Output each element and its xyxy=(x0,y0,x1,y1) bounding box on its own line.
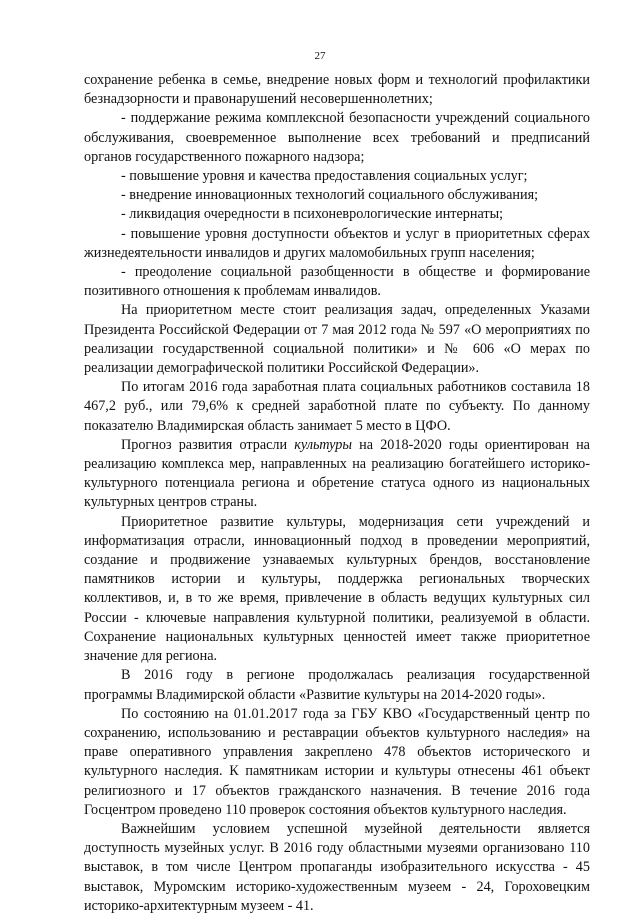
list-item-service-quality: - повышение уровня и качества предоставления социальных услуг; xyxy=(121,168,528,185)
paragraph-culture-priorities: Приоритетное развитие культуры, модернизация сети учреждений и информатизация отрасли, инновационный подход в проведении мероприятий, создание и продвижение узнаваемых культурных брендов, восстановление памятников истории и культуры, поддержка региональных творческих коллективов, и, в то же время, привлечение в область ведущих культурных сил России - ключевые направления культурной политики, реализуемой в области. Сохранение национальных культурных ценностей имеет также приоритетное значение для региона. xyxy=(84,513,590,665)
document-body xyxy=(84,71,590,916)
paragraph-salary: По итогам 2016 года заработная плата социальных работников составила 18 467,2 руб., или 79,6% к средней заработной плате по субъекту. По данному показателю Владимирская область занимает 5 место в ЦФО. xyxy=(84,379,590,434)
page-number: 27 xyxy=(314,50,326,62)
list-item-queue: - ликвидация очередности в психоневрологические интернаты; xyxy=(121,206,504,223)
paragraph-culture-forecast xyxy=(84,436,590,513)
culture-emphasis: культуры xyxy=(294,436,352,453)
culture-forecast-rest: на 2018-2020 годы ориентирован на реализацию комплекса мер, направленных на реализацию богатейшего историко-культурного потенциала региона и обретение статуса одного из национальных культурных центров страны. xyxy=(84,436,590,511)
list-item-safety: - поддержание режима комплексной безопасности учреждений социального обслуживания, своевременное выполнение всех требований и предписаний органов государственного пожарного надзора; xyxy=(84,110,590,165)
paragraph-heritage-center: По состоянию на 01.01.2017 года за ГБУ КВО «Государственный центр по сохранению, использованию и реставрации объектов культурного наследия» на праве оперативного управления закреплено 478 объектов исторического и культурного наследия. К памятникам истории и культуры отнесены 461 объект религиозного и 17 объектов гражданского назначения. В течение 2016 года Госцентром проведено 110 проверок состояния объектов культурного наследия. xyxy=(84,705,590,818)
list-item-disability-attitude: - преодоление социальной разобщенности в обществе и формирование позитивного отношения к проблемам инвалидов. xyxy=(84,264,590,300)
paragraph-museums: Важнейшим условием успешной музейной деятельности является доступность музейных услуг. В 2016 году областными музеями организовано 110 выставок, в том числе Центром пропаганды изобразительного искусства - 45 выставок, Муромским историко-художественным музеем - 24, Гороховецким историко-архитектурным музеем - 41. xyxy=(84,820,590,914)
paragraph-child-protection: сохранение ребенка в семье, внедрение новых форм и технологий профилактики безнадзорности и правонарушений несовершеннолетних; xyxy=(84,72,590,108)
paragraph-decrees: На приоритетном месте стоит реализация задач, определенных Указами Президента Российской Федерации от 7 мая 2012 года № 597 «О мероприятиях по реализации государственной социальной политики» и № 606 «О мерах по реализации демографической политики Российской Федерации». xyxy=(84,302,590,377)
list-item-accessibility: - повышение уровня доступности объектов и услуг в приоритетных сферах жизнедеятельности инвалидов и других маломобильных групп населения; xyxy=(84,225,590,261)
paragraph-culture-program: В 2016 году в регионе продолжалась реализация государственной программы Владимирской области «Развитие культуры на 2014-2020 годы». xyxy=(84,667,590,703)
list-item-innovation: - внедрение инновационных технологий социального обслуживания; xyxy=(121,187,539,204)
culture-forecast-lead: Прогноз развития отрасли xyxy=(121,436,295,453)
